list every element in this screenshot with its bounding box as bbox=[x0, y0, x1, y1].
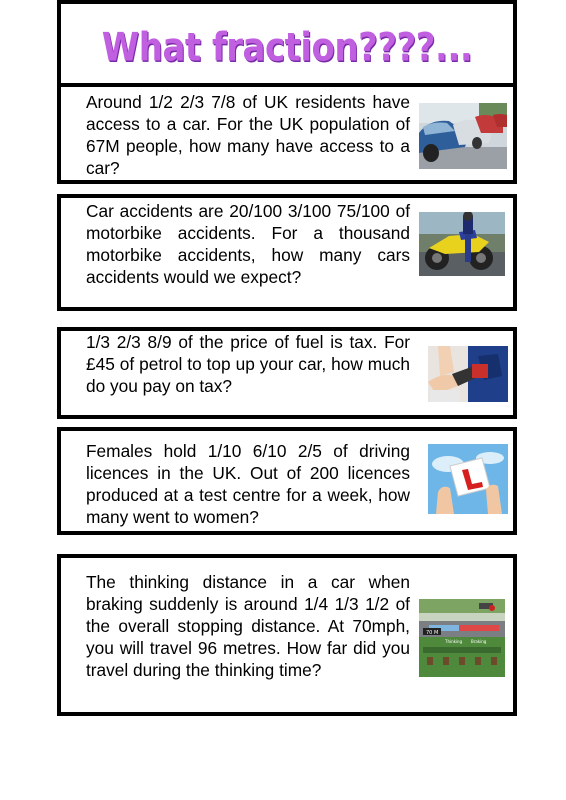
cars-parked-image bbox=[419, 103, 507, 169]
diagram-speed-label: 70 M bbox=[426, 630, 439, 636]
question-text-2: Car accidents are 20/100 3/100 75/100 of motorbike accidents. For a thousand motorbike accidents, how many cars accidents would we expect? bbox=[86, 201, 410, 287]
question-text-3: 1/3 2/3 8/9 of the price of fuel is tax. For £45 of petrol to top up your car, how much do you pay on tax? bbox=[86, 332, 410, 396]
stopping-distance-image bbox=[419, 599, 505, 677]
question-text-4: Females hold 1/10 6/10 2/5 of driving licences in the UK. Out of 200 licences produced at a test centre for a week, how many went to women? bbox=[86, 441, 410, 527]
fuel-pump-image bbox=[428, 346, 508, 402]
page-title: What fraction????... bbox=[101, 25, 473, 71]
diagram-thinking-label: Thinking bbox=[445, 639, 463, 644]
motorbike-image bbox=[419, 212, 505, 276]
question-text-1: Around 1/2 2/3 7/8 of UK residents have access to a car. For the UK population of 67M people, how many have access to a car? bbox=[86, 92, 410, 178]
title-box bbox=[57, 0, 517, 86]
question-text-5: The thinking distance in a car when braking suddenly is around 1/4 1/3 1/2 of the overall stopping distance. At 70mph, you will travel 96 metres. How far did you travel during the thinking time? bbox=[86, 572, 410, 680]
learner-plate-image bbox=[428, 444, 508, 514]
diagram-braking-label: Braking bbox=[471, 639, 487, 644]
